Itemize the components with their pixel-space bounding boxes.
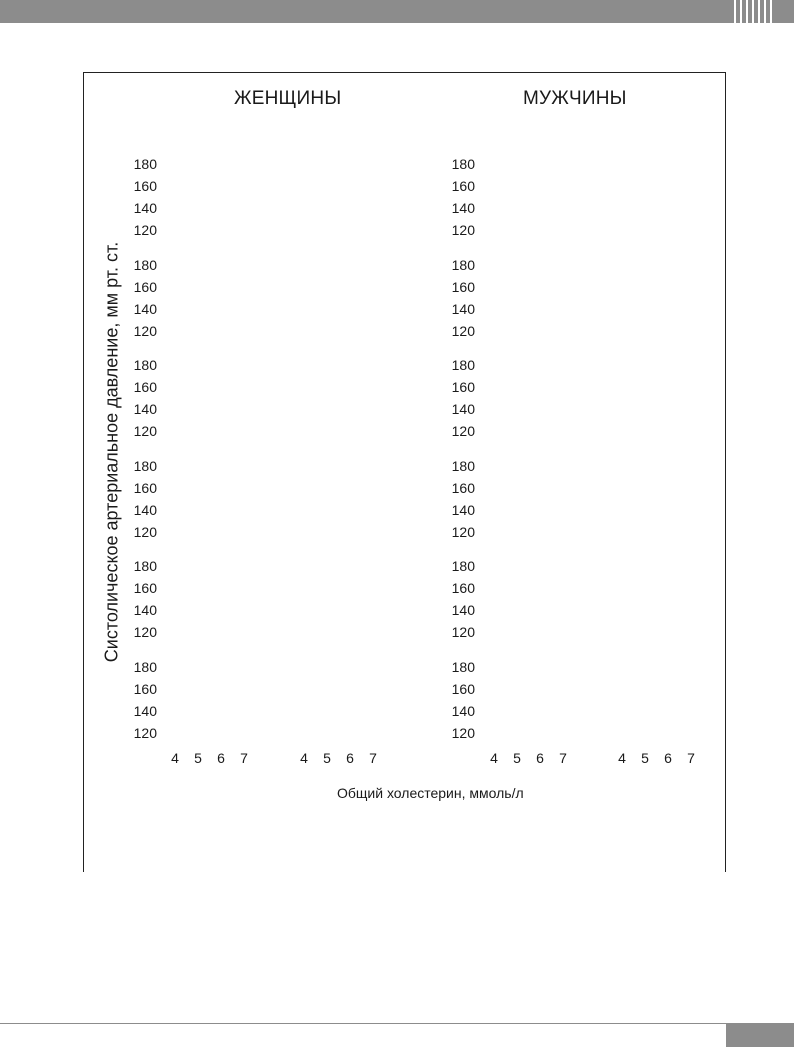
x-tick-label: 4 — [618, 750, 626, 766]
x-tick-label: 4 — [300, 750, 308, 766]
y-tick-label: 120 — [451, 524, 475, 540]
x-tick-label: 4 — [171, 750, 179, 766]
x-tick-label: 4 — [490, 750, 498, 766]
panel-title-men: МУЖЧИНЫ — [523, 88, 627, 109]
y-tick-label: 180 — [133, 257, 157, 273]
x-tick-label: 5 — [194, 750, 202, 766]
y-axis-label: Систолическое артериальное давление, мм рт. ст. — [101, 241, 122, 663]
y-tick-label: 180 — [451, 257, 475, 273]
y-tick-label: 120 — [451, 624, 475, 640]
y-tick-label: 180 — [451, 156, 475, 172]
y-tick-label: 120 — [133, 423, 157, 439]
y-tick-label: 120 — [451, 725, 475, 741]
header-stripes — [734, 0, 776, 23]
y-tick-label: 180 — [133, 558, 157, 574]
y-tick-label: 160 — [133, 279, 157, 295]
y-tick-label: 180 — [133, 659, 157, 675]
y-tick-label: 180 — [451, 458, 475, 474]
panel-title-women: ЖЕНЩИНЫ — [234, 88, 342, 109]
y-tick-label: 120 — [451, 323, 475, 339]
x-tick-label: 7 — [369, 750, 377, 766]
x-tick-label: 7 — [687, 750, 695, 766]
x-tick-label: 7 — [240, 750, 248, 766]
y-tick-label: 160 — [133, 580, 157, 596]
y-tick-label: 160 — [451, 279, 475, 295]
header-bar — [0, 0, 794, 23]
x-tick-label: 6 — [664, 750, 672, 766]
y-tick-label: 180 — [133, 357, 157, 373]
x-tick-label: 5 — [513, 750, 521, 766]
x-tick-label: 6 — [536, 750, 544, 766]
x-tick-label: 7 — [559, 750, 567, 766]
y-tick-label: 140 — [451, 703, 475, 719]
x-tick-label: 5 — [323, 750, 331, 766]
y-tick-label: 160 — [451, 379, 475, 395]
y-tick-label: 140 — [133, 200, 157, 216]
y-tick-label: 180 — [451, 659, 475, 675]
x-axis-label: Общий холестерин, ммоль/л — [337, 785, 524, 801]
y-tick-label: 160 — [133, 480, 157, 496]
y-tick-label: 140 — [133, 401, 157, 417]
y-tick-label: 140 — [451, 401, 475, 417]
y-tick-label: 140 — [451, 502, 475, 518]
y-tick-label: 180 — [451, 357, 475, 373]
y-tick-label: 140 — [133, 602, 157, 618]
y-tick-label: 120 — [451, 222, 475, 238]
y-tick-label: 120 — [133, 624, 157, 640]
y-tick-label: 180 — [133, 156, 157, 172]
y-tick-label: 140 — [133, 703, 157, 719]
y-tick-label: 160 — [133, 681, 157, 697]
y-tick-label: 180 — [133, 458, 157, 474]
footer-block — [726, 1023, 794, 1047]
y-tick-label: 140 — [451, 200, 475, 216]
y-tick-label: 140 — [133, 301, 157, 317]
y-tick-label: 160 — [133, 178, 157, 194]
y-tick-label: 160 — [451, 580, 475, 596]
x-tick-label: 6 — [346, 750, 354, 766]
x-tick-label: 6 — [217, 750, 225, 766]
y-tick-label: 120 — [133, 323, 157, 339]
y-tick-label: 120 — [133, 725, 157, 741]
y-tick-label: 160 — [451, 178, 475, 194]
y-tick-label: 120 — [133, 524, 157, 540]
footer-rule — [0, 1023, 726, 1024]
x-tick-label: 5 — [641, 750, 649, 766]
y-tick-label: 160 — [133, 379, 157, 395]
y-tick-label: 140 — [133, 502, 157, 518]
y-tick-label: 140 — [451, 602, 475, 618]
y-tick-label: 140 — [451, 301, 475, 317]
y-tick-label: 160 — [451, 681, 475, 697]
y-tick-label: 180 — [451, 558, 475, 574]
y-tick-label: 120 — [133, 222, 157, 238]
y-tick-label: 160 — [451, 480, 475, 496]
y-tick-label: 120 — [451, 423, 475, 439]
